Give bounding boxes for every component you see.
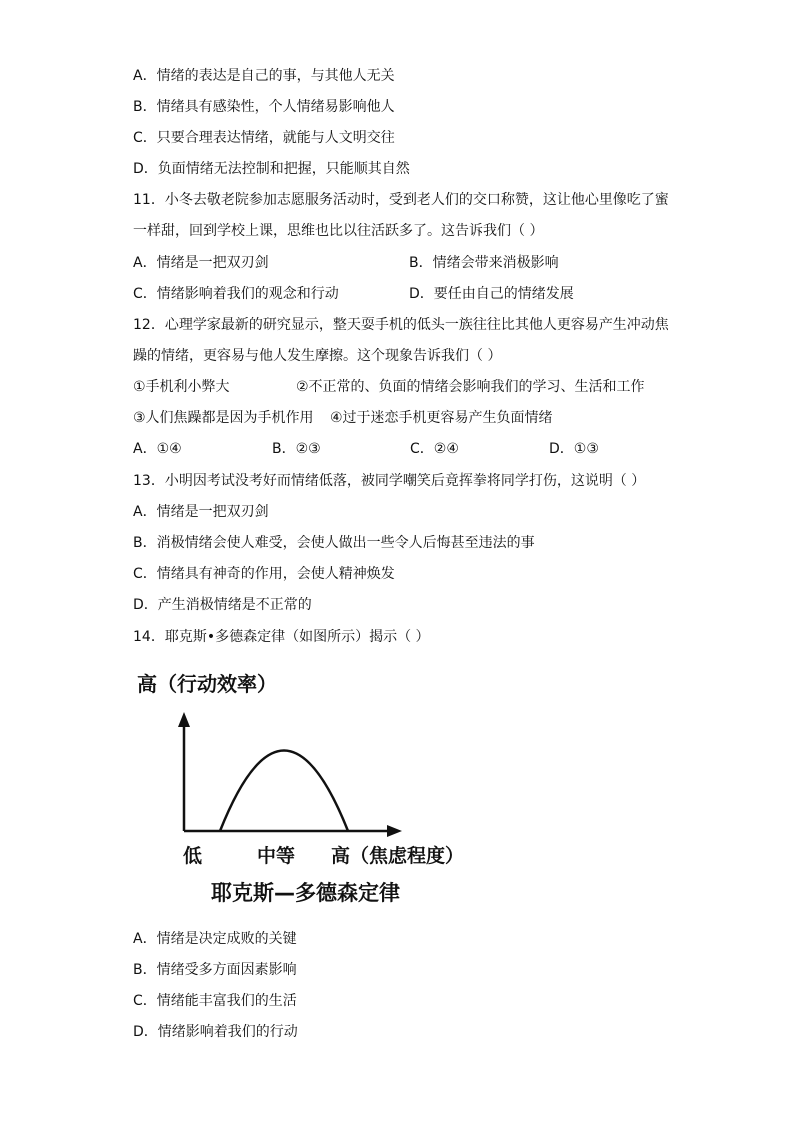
q12-option-a: A．①④	[133, 441, 182, 457]
q11-option-a: A．情绪是一把双刃剑	[133, 255, 269, 271]
q14-option-a: A．情绪是决定成败的关键	[133, 931, 297, 947]
q10-option-a: A．情绪的表达是自己的事，与其他人无关	[133, 68, 395, 84]
q12-option-b: B．②③	[272, 441, 321, 457]
q13-option-c: C．情绪具有神奇的作用，会使人精神焕发	[133, 566, 395, 582]
q11-option-d: D．要任由自己的情绪发展	[409, 286, 574, 302]
q12-option-d: D．①③	[549, 441, 599, 457]
q14-option-d: D．情绪影响着我们的行动	[133, 1024, 298, 1040]
figure-y-axis-label: 高（行动效率）	[137, 672, 277, 696]
q13-option-d: D．产生消极情绪是不正常的	[133, 597, 312, 613]
q13-option-b: B．消极情绪会使人难受，会使人做出一些令人后悔甚至违法的事	[133, 535, 535, 551]
q11-option-b: B．情绪会带来消极影响	[409, 255, 559, 271]
q12-option-c: C．②④	[410, 441, 459, 457]
x-axis-high-label: 高（焦虑程度）	[331, 845, 465, 867]
figure-caption: 耶克斯—多德森定律	[211, 881, 400, 905]
performance-curve	[220, 751, 348, 832]
x-axis-low-label: 低	[183, 845, 203, 867]
q13-option-a: A．情绪是一把双刃剑	[133, 504, 269, 520]
q14-option-b: B．情绪受多方面因素影响	[133, 962, 297, 978]
q10-option-d: D．负面情绪无法控制和把握，只能顺其自然	[133, 161, 410, 177]
q12-item-3: ③人们焦躁都是因为手机作用	[133, 410, 314, 426]
q14-option-c: C．情绪能丰富我们的生活	[133, 993, 297, 1009]
q11-option-c: C．情绪影响着我们的观念和行动	[133, 286, 339, 302]
q10-option-b: B．情绪具有感染性，个人情绪易影响他人	[133, 99, 395, 115]
q11-stem-line1: 11．小冬去敬老院参加志愿服务活动时，受到老人们的交口称赞，这让他心里像吃了蜜	[133, 192, 669, 208]
q12-item-4: ④过于迷恋手机更容易产生负面情绪	[330, 410, 553, 426]
q10-option-c: C．只要合理表达情绪，就能与人文明交往	[133, 130, 395, 146]
q14-stem: 14．耶克斯•多德森定律（如图所示）揭示（ ）	[133, 629, 430, 645]
x-axis-mid-label: 中等	[257, 845, 296, 867]
q12-item-1: ①手机利小弊大	[133, 379, 230, 395]
x-axis-arrowhead	[387, 825, 402, 837]
q12-stem-line2: 躁的情绪，更容易与他人发生摩擦。这个现象告诉我们（ ）	[133, 348, 502, 364]
y-axis-arrowhead	[178, 712, 190, 727]
q12-item-2: ②不正常的、负面的情绪会影响我们的学习、生活和工作	[296, 379, 645, 395]
q13-stem: 13．小明因考试没考好而情绪低落，被同学嘲笑后竟挥拳将同学打伤，这说明（ ）	[133, 473, 646, 489]
q12-stem-line1: 12．心理学家最新的研究显示，整天耍手机的低头一族往往比其他人更容易产生冲动焦	[133, 317, 669, 333]
q11-stem-line2: 一样甜，回到学校上课，思维也比以往活跃多了。这告诉我们（ ）	[133, 223, 544, 239]
